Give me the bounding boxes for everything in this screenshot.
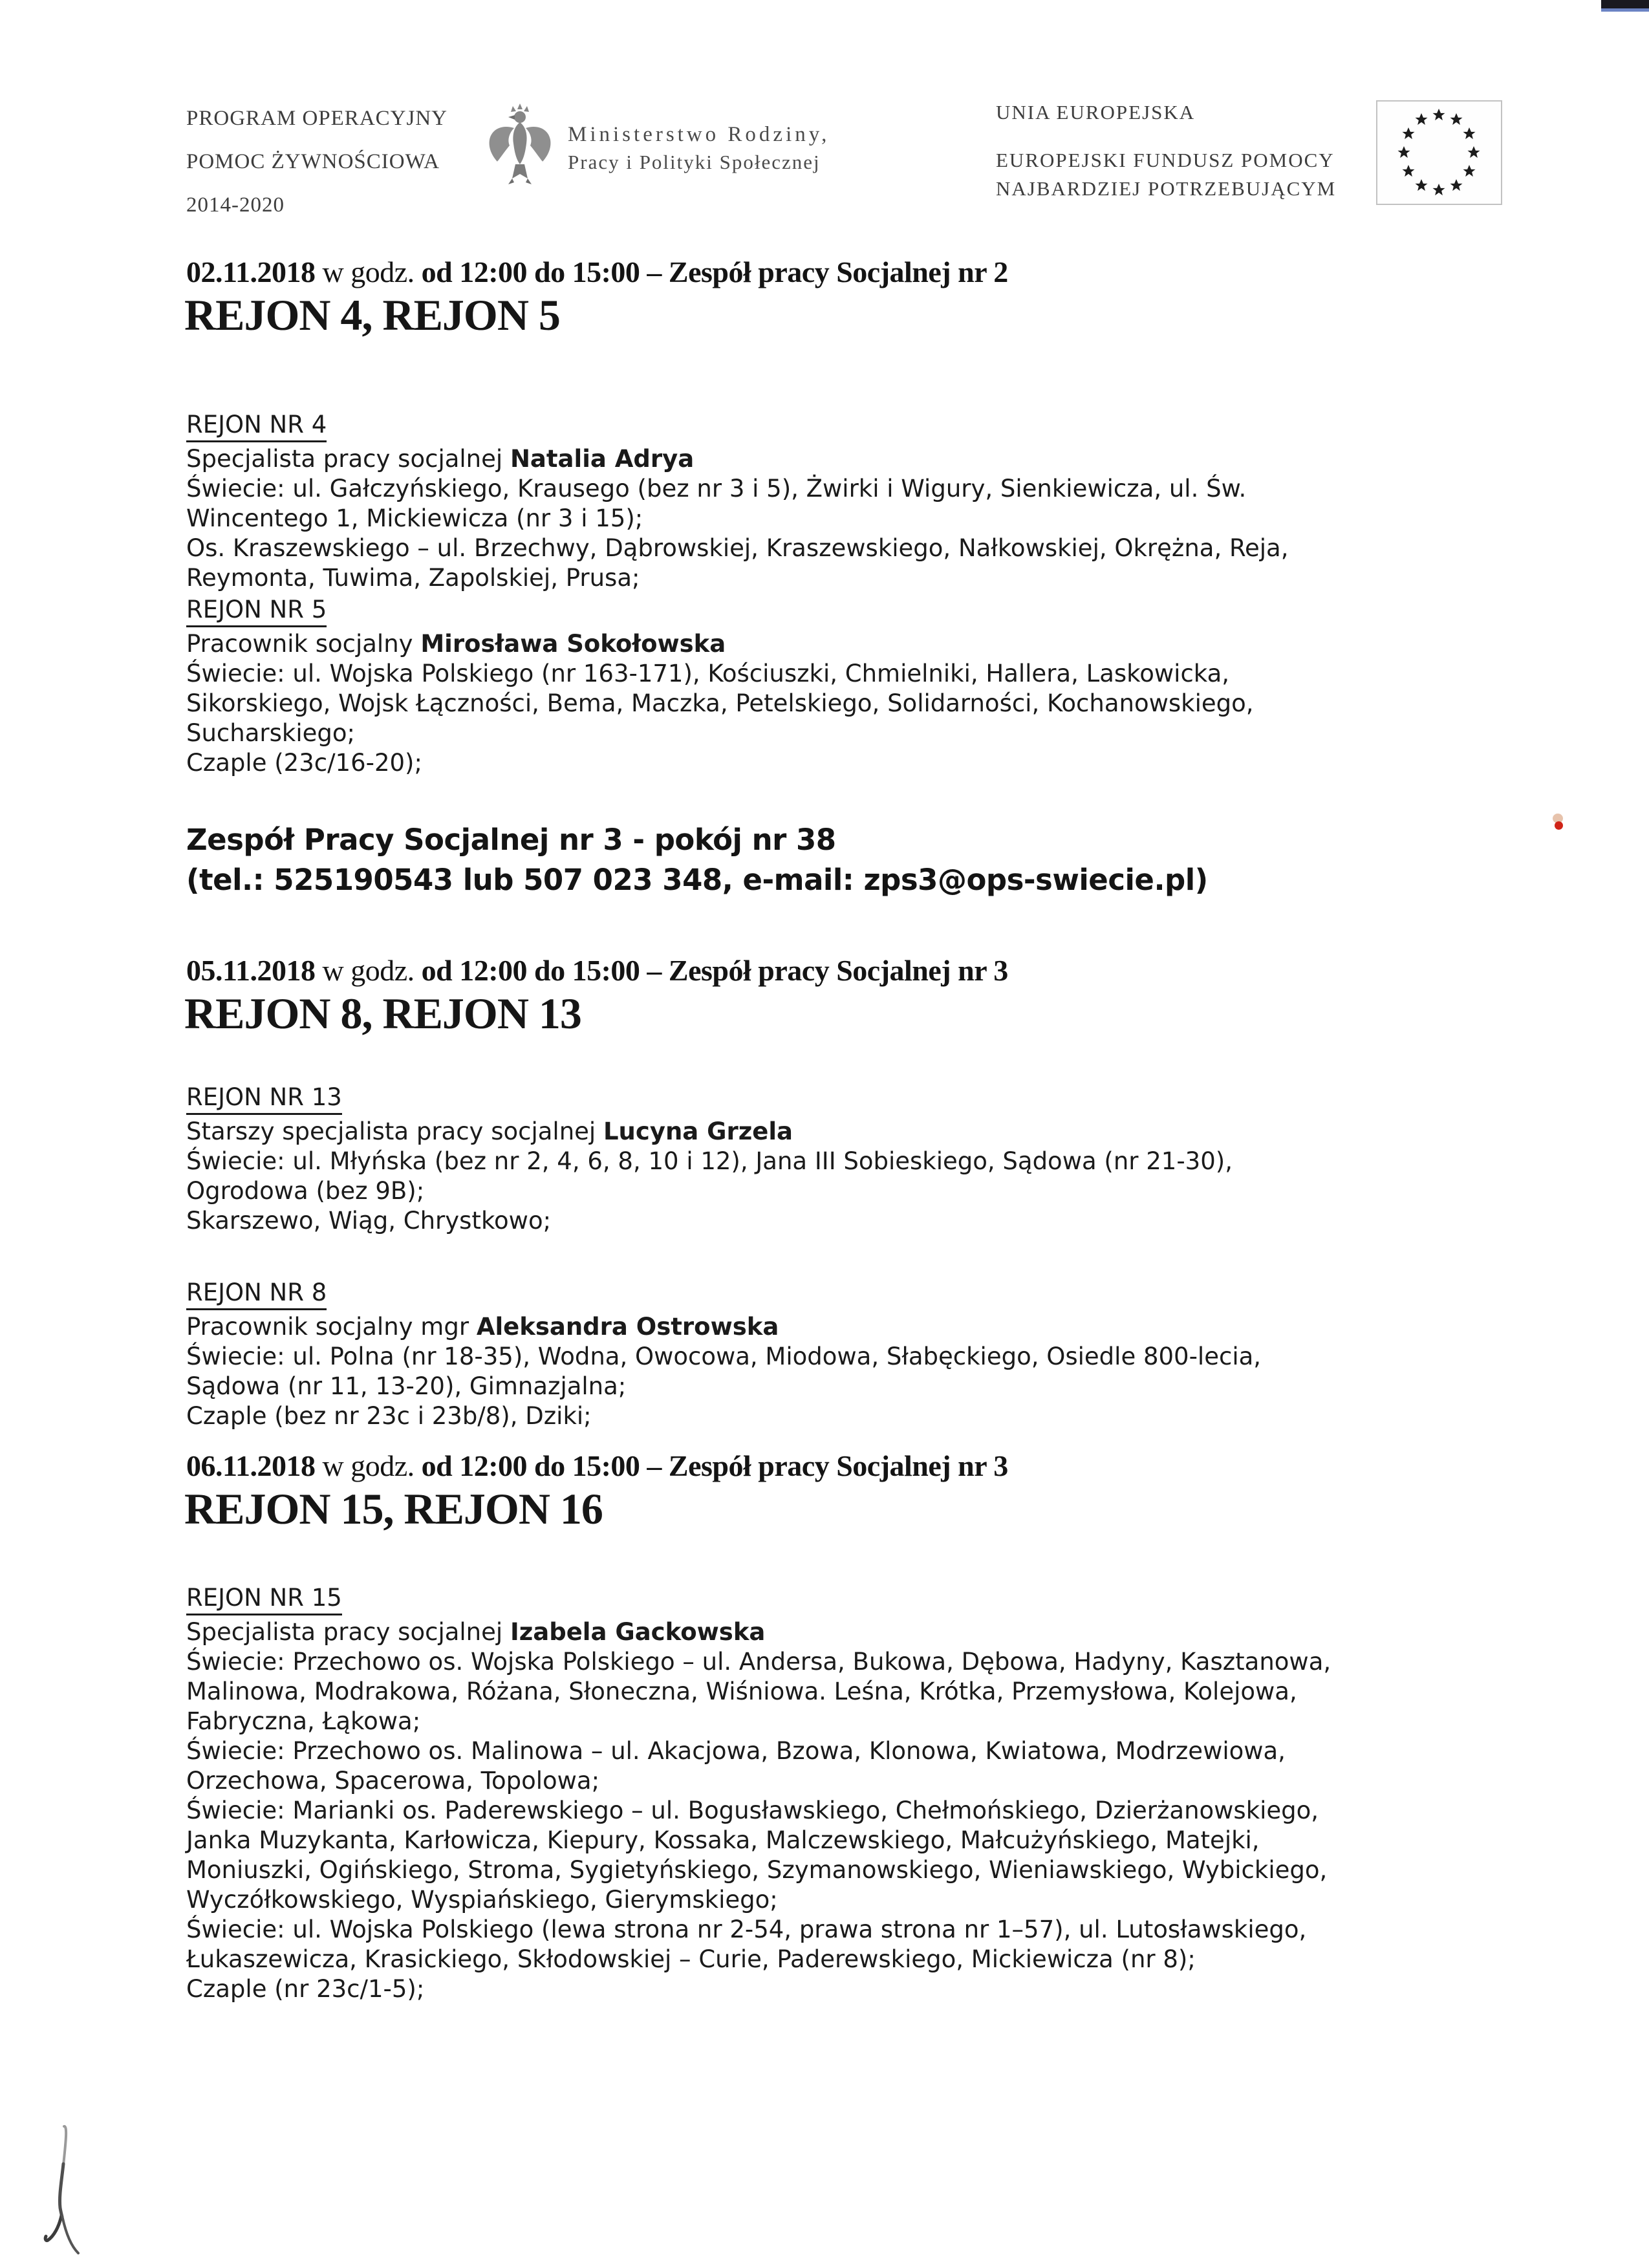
eu-fund-label-line: NAJBARDZIEJ POTRZEBUJĄCYM — [996, 177, 1337, 200]
eu-labels — [996, 101, 1336, 203]
rejon-group-title-1: REJON 4, REJON 5 — [184, 290, 560, 340]
schedule-heading-2 — [186, 955, 1008, 988]
worker-line — [186, 1312, 1261, 1342]
worker-name: Mirosława Sokołowska — [420, 630, 726, 658]
worker-line — [186, 1617, 1331, 1647]
rejon-group-title-3: REJON 15, REJON 16 — [184, 1484, 603, 1533]
eu-flag-emblem — [1376, 100, 1502, 205]
eu-fund-label-line: EUROPEJSKI FUNDUSZ POMOCY — [996, 149, 1335, 171]
street-lines — [186, 1147, 1233, 1236]
pen-mark — [36, 2113, 113, 2262]
street-line: Czaple (nr 23c/1-5); — [186, 1975, 425, 2003]
worker-name: Aleksandra Ostrowska — [476, 1313, 779, 1341]
rejon-label: REJON NR 4 — [186, 410, 327, 442]
worker-line — [186, 629, 1254, 659]
street-line: Świecie: Marianki os. Paderewskiego – ul. Bogusławskiego, Chełmońskiego, Dzierżanowskiego, — [186, 1797, 1319, 1824]
street-line: Czaple (23c/16-20); — [186, 749, 422, 777]
schedule-date: 02.11.2018 — [186, 255, 316, 288]
street-line: Skarszewo, Wiąg, Chrystkowo; — [186, 1207, 552, 1235]
street-lines — [186, 474, 1289, 593]
worker-line — [186, 444, 1289, 474]
contact-line: (tel.: 525190543 lub 507 023 348, e-mail: zps3@ops-swiecie.pl) — [186, 863, 1208, 897]
street-line: Łukaszewicza, Krasickiego, Skłodowskiej – Curie, Paderewskiego, Mickiewicza (nr 8); — [186, 1945, 1196, 1973]
street-line: Sądowa (nr 11, 13-20), Gimnazjalna; — [186, 1372, 627, 1400]
schedule-time-note: od 12:00 do 15:00 – Zespół pracy Socjalnej nr 3 — [421, 1449, 1008, 1482]
worker-role: Pracownik socjalny — [186, 630, 413, 658]
street-line: Czaple (bez nr 23c i 23b/8), Dziki; — [186, 1402, 592, 1430]
street-lines — [186, 659, 1254, 778]
rejon-section-nr5 — [186, 595, 1254, 778]
street-line: Moniuszki, Ogińskiego, Stroma, Sygietyńskiego, Szymanowskiego, Wieniawskiego, Wybickiego, — [186, 1856, 1328, 1884]
rejon-section-nr4 — [186, 410, 1289, 593]
street-line: Świecie: ul. Młyńska (bez nr 2, 4, 6, 8, 10 i 12), Jana III Sobieskiego, Sądowa (nr 21-30), — [186, 1147, 1233, 1175]
street-line: Os. Kraszewskiego – ul. Brzechwy, Dąbrowskiej, Kraszewskiego, Nałkowskiej, Okrężna, Reja, — [186, 534, 1289, 562]
ministry-name-line: Pracy i Polityki Społecznej — [568, 151, 821, 173]
worker-role: Specjalista pracy socjalnej — [186, 445, 503, 473]
street-line: Janka Muzykanta, Karłowicza, Kiepury, Kossaka, Malczewskiego, Małcużyńskiego, Matejki, — [186, 1826, 1260, 1854]
street-lines — [186, 1342, 1261, 1431]
program-line: POMOC ŻYWNOŚCIOWA — [186, 150, 440, 173]
rejon-label: REJON NR 13 — [186, 1083, 342, 1115]
schedule-infix: w godz. — [322, 1449, 415, 1482]
rejon-section-nr13 — [186, 1083, 1233, 1236]
worker-name: Izabela Gackowska — [510, 1618, 766, 1646]
street-line: Świecie: ul. Wojska Polskiego (nr 163-171), Kościuszki, Chmielniki, Hallera, Laskowicka, — [186, 660, 1230, 687]
eu-union-label: UNIA EUROPEJSKA — [996, 101, 1196, 124]
rejon-label: REJON NR 8 — [186, 1278, 327, 1310]
street-line: Wincentego 1, Mickiewicza (nr 3 i 15); — [186, 504, 643, 532]
program-line: 2014-2020 — [186, 193, 285, 217]
worker-role: Starszy specjalista pracy socjalnej — [186, 1118, 596, 1145]
rejon-label: REJON NR 5 — [186, 595, 327, 627]
ministry-eagle-logo — [486, 102, 554, 188]
scan-artifact-red-speck — [1551, 814, 1565, 833]
rejon-label: REJON NR 15 — [186, 1583, 342, 1615]
schedule-date: 05.11.2018 — [186, 954, 316, 987]
street-line: Wyczółkowskiego, Wyspiańskiego, Gierymskiego; — [186, 1886, 778, 1914]
street-line: Świecie: ul. Gałczyńskiego, Krausego (bez nr 3 i 5), Żwirki i Wigury, Sienkiewicza, ul. Św. — [186, 475, 1247, 502]
street-line: Orzechowa, Spacerowa, Topolowa; — [186, 1767, 600, 1795]
street-line: Fabryczna, Łąkowa; — [186, 1707, 421, 1735]
rejon-group-title-2: REJON 8, REJON 13 — [184, 989, 581, 1038]
schedule-time-note: od 12:00 do 15:00 – Zespół pracy Socjalnej nr 3 — [421, 954, 1008, 987]
contact-heading — [186, 820, 1208, 900]
worker-name: Natalia Adrya — [510, 445, 695, 473]
street-line: Świecie: ul. Polna (nr 18-35), Wodna, Owocowa, Miodowa, Słabęckiego, Osiedle 800-lecia, — [186, 1343, 1262, 1370]
schedule-time-note: od 12:00 do 15:00 – Zespół pracy Socjalnej nr 2 — [421, 255, 1008, 288]
schedule-infix: w godz. — [322, 954, 415, 987]
street-line: Ogrodowa (bez 9B); — [186, 1177, 425, 1205]
schedule-date: 06.11.2018 — [186, 1449, 316, 1482]
street-line: Świecie: Przechowo os. Wojska Polskiego – ul. Andersa, Bukowa, Dębowa, Hadyny, Kasztanowa, — [186, 1648, 1331, 1676]
street-lines — [186, 1647, 1331, 2004]
worker-role: Specjalista pracy socjalnej — [186, 1618, 503, 1646]
ministry-name — [568, 120, 830, 176]
street-line: Sucharskiego; — [186, 719, 355, 747]
street-line: Świecie: Przechowo os. Malinowa – ul. Akacjowa, Bzowa, Klonowa, Kwiatowa, Modrzewiowa, — [186, 1737, 1286, 1765]
rejon-section-nr15 — [186, 1583, 1331, 2004]
program-line: PROGRAM OPERACYJNY — [186, 107, 447, 130]
street-line: Malinowa, Modrakowa, Różana, Słoneczna, Wiśniowa. Leśna, Krótka, Przemysłowa, Kolejowa, — [186, 1678, 1297, 1705]
contact-line: Zespół Pracy Socjalnej nr 3 - pokój nr 38 — [186, 823, 836, 857]
street-line: Reymonta, Tuwima, Zapolskiej, Prusa; — [186, 564, 640, 592]
schedule-heading-1 — [186, 256, 1008, 289]
street-line: Sikorskiego, Wojsk Łączności, Bema, Maczka, Petelskiego, Solidarności, Kochanowskiego, — [186, 689, 1254, 717]
ministry-name-line: Ministerstwo Rodziny, — [568, 123, 830, 146]
schedule-heading-3 — [186, 1450, 1008, 1483]
program-title — [186, 97, 447, 227]
rejon-section-nr8 — [186, 1278, 1261, 1431]
scan-artifact-blue-line — [1601, 8, 1649, 12]
schedule-infix: w godz. — [322, 255, 415, 288]
scan-artifact-black-bar — [1601, 0, 1649, 8]
worker-role: Pracownik socjalny mgr — [186, 1313, 469, 1341]
street-line: Świecie: ul. Wojska Polskiego (lewa strona nr 2-54, prawa strona nr 1–57), ul. Lutosławskiego, — [186, 1916, 1307, 1943]
worker-name: Lucyna Grzela — [603, 1118, 793, 1145]
worker-line — [186, 1117, 1233, 1147]
eu-stars-icon — [1377, 102, 1501, 204]
